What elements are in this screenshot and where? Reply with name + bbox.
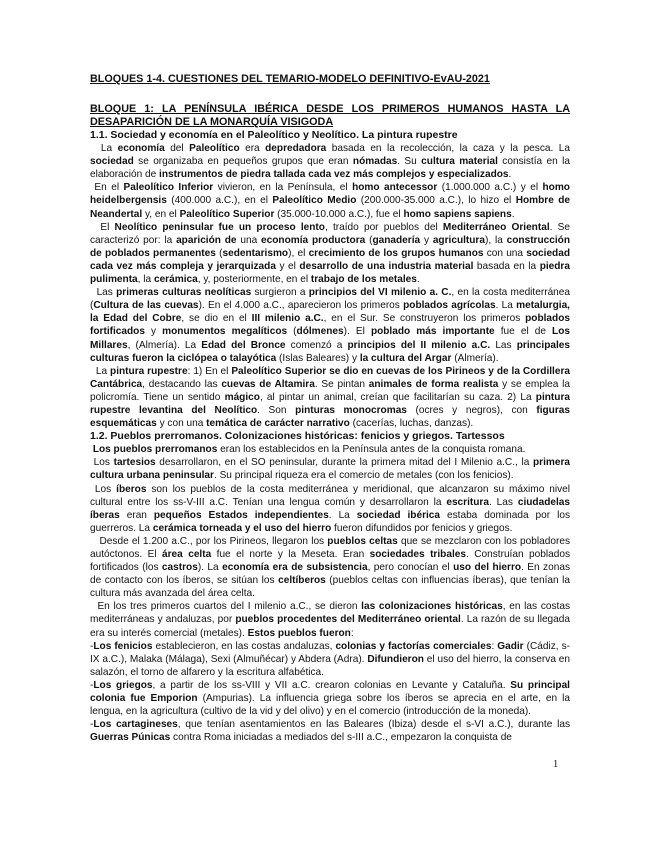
bold-text: Los Millares [90, 326, 570, 351]
text-run: , que tenían asentamientos en las Baleares (Ibiza) desde el s-VI a.C.), durante las [177, 719, 570, 731]
text-run: y, en el [142, 208, 180, 220]
bold-text: cultura material [421, 156, 498, 168]
bold-text: pueblos celtas [327, 535, 398, 547]
block-title: BLOQUE 1: LA PENÍNSULA IBÉRICA DESDE LOS PRIMEROS HUMANOS HASTA LA DESAPARICIÓN DE LA MONARQUÍA VISIGODA [90, 103, 570, 128]
text-run: , en la costa mediterránea ( [90, 287, 571, 312]
bold-text: celtíberos [278, 575, 326, 587]
text-run: , (Almería). La [127, 339, 202, 351]
bold-text: cerámica torneada y el uso del hierro [152, 522, 332, 534]
text-run: son los pueblos de la costa mediterránea y meridional, que alcanzaron su máximo nivel cultural entre los ss-V-III a.C. Tenían una lengua común y desarrollaron la [90, 483, 571, 508]
text-run: el uso del hierro, la conserva en salazón, el torno de alfarero y la escritura alfabética. [90, 653, 570, 678]
bold-text: poblado más importante [370, 326, 495, 338]
bold-text: principios del VI milenio a. C. [308, 287, 452, 299]
paragraph [90, 443, 570, 456]
text-run: . Las [488, 496, 518, 508]
text-run: ), el [288, 247, 309, 259]
text-run: Las [90, 287, 117, 299]
text-run: , destacando las [142, 378, 222, 390]
bold-text: 1.1. Sociedad y economía en el Paleolítico y Neolítico. La pintura rupestre [90, 129, 458, 141]
bold-text: 1.2. Pueblos prerromanos. Colonizaciones históricas: fenicios y griegos. Tartessos [90, 430, 505, 443]
text-run: era [239, 143, 266, 155]
bold-text: pintura rupestre levantina del Neolítico [90, 391, 570, 416]
text-run: (1.000.000 a.C.) y el [437, 182, 543, 194]
text-run: . Se pintan [314, 378, 369, 390]
bold-text: agricultura [432, 234, 485, 246]
bold-text: sociedad ibérica [356, 509, 441, 521]
bold-text: trabajo de los metales [310, 274, 417, 286]
text-run: ( [365, 234, 373, 246]
bold-text: primeras culturas neolíticas [116, 287, 252, 299]
text-run: consistía en la elaboración de [90, 156, 570, 181]
text-run: , se dio en el [181, 313, 252, 325]
text-run: - [90, 719, 94, 731]
text-run: ). En el 4.000 a.C., aparecieron los primeros [198, 300, 404, 312]
bold-text: economía [117, 143, 165, 155]
bold-text: sociedad [90, 156, 134, 168]
bold-text: tartesios [113, 457, 156, 469]
bold-text: Estos pueblos fueron [247, 627, 351, 639]
bold-text: figuras esquemáticas [90, 404, 570, 430]
text-run: y [144, 326, 163, 338]
bold-text: Los fenicios [93, 640, 153, 652]
text-run: que se mezclaron con los pobladores autóctonos. El [90, 535, 571, 560]
text-run: (35.000-10.000 a.C.), fue el [274, 208, 404, 220]
bold-text: sedentarismo [222, 247, 289, 259]
text-run: (400.000 a.C.), en el [166, 195, 273, 207]
text-run: ( [215, 247, 223, 259]
text-run: : [350, 627, 354, 639]
paragraph [90, 679, 570, 718]
text-run: y el [275, 260, 300, 272]
text-run: y con una [156, 418, 207, 430]
bold-text: desarrollo de una industria material [299, 260, 474, 272]
bold-text: monumentos megalíticos [162, 326, 288, 338]
text-run: : 1) En el [187, 365, 232, 377]
text-run: se organizaba en pequeños grupos que eran [133, 156, 353, 168]
bold-text: Hombre de Neandertal [90, 195, 570, 220]
paragraph [90, 365, 570, 430]
text-run: (200.000-35.000 a.C.), lo hizo el [356, 195, 516, 207]
bold-text: sociedad cada vez más compleja y jerarquizada [90, 247, 571, 272]
bold-text: colonias y factorías comerciales [335, 640, 492, 652]
section-heading [90, 129, 570, 142]
bold-text: castros [161, 562, 198, 574]
text-run: Desde el 1.200 a.C., por los Pirineos, llegaron los [90, 535, 328, 547]
bold-text: depredadora [265, 143, 327, 155]
paragraph [90, 142, 570, 181]
text-run: . Su [397, 156, 422, 168]
text-run: . [511, 208, 515, 220]
bold-text: Los griegos [93, 679, 153, 691]
bold-text: pueblos procedentes del Mediterráneo oriental [235, 614, 461, 626]
text-run: vivieron, en la Península, el [213, 182, 353, 194]
bold-text: metalurgia, la Edad del Cobre [90, 300, 570, 325]
text-run: del [164, 143, 190, 155]
text-run: , traído por pueblos del [324, 221, 443, 233]
bold-text: animales de forma realista [368, 378, 499, 390]
bold-text: Los pueblos prerromanos [92, 444, 218, 456]
bold-text: homo heidelbergensis [90, 182, 570, 207]
text-run: . Su principal riqueza era el comercio de metales (con los fenicios). [213, 470, 514, 482]
text-run: comenzó a [285, 339, 348, 351]
text-run: contra Roma iniciadas a mediados del s-III a.C., empezaron la conquista de [170, 732, 512, 744]
bold-text: principios del II milenio a.C. [347, 339, 491, 351]
paragraph [90, 456, 570, 482]
text-run: basada en la recolección, la caza y la pesca. La [326, 143, 570, 155]
text-run: eran [119, 509, 154, 521]
text-run: una [236, 234, 262, 246]
bold-text: Paleolítico Superior se dio en cuevas de los Pirineos y de la Cordillera Cantábrica [90, 365, 571, 390]
text-run: fue el de [494, 326, 553, 338]
text-run: , en las costas mediterráneas y andaluzas, por [90, 601, 570, 626]
bold-text: Mediterráneo Oriental [442, 221, 550, 233]
bold-text: crecimiento de los grupos humanos [308, 247, 484, 259]
text-run: Los [90, 483, 117, 495]
text-run: . La razón de su llegada era su interés comercial (metales). [90, 614, 571, 639]
text-run: - [90, 640, 94, 652]
bold-text: dólmenes [296, 326, 344, 338]
text-run: (cacerías, luchas, danzas). [349, 418, 474, 430]
bold-text: Paleolítico Inferior [123, 182, 214, 194]
document-title: BLOQUES 1-4. CUESTIONES DEL TEMARIO-MODELO DEFINITIVO-EvAU-2021 [90, 73, 490, 85]
text-run: En los tres primeros cuartos del I milenio a.C., se dieron [90, 601, 362, 613]
document-body [90, 129, 570, 744]
text-run: surgieron a [251, 287, 309, 299]
text-run: (Islas Baleares) y [276, 352, 360, 364]
text-run: . Son [257, 404, 296, 416]
bold-text: cuevas de Altamira [221, 378, 315, 390]
bold-text: pequeños Estados independientes [153, 509, 329, 521]
bold-text: las colonizaciones históricas [361, 601, 503, 613]
bold-text: área celta [162, 549, 212, 560]
text-run: . La [328, 509, 357, 521]
paragraph [90, 221, 570, 286]
bold-text: Paleolítico Superior [179, 208, 275, 220]
bold-text: primera cultura urbana peninsular [90, 457, 570, 482]
bold-text: pintura rupestre [110, 365, 188, 377]
text-run: y se emplea la policromía. Tiene un sentido [90, 378, 571, 403]
bold-text: temática de carácter narrativo [206, 418, 350, 430]
text-run: (Almería). [451, 352, 499, 364]
text-run: (ocres y negros), con [406, 404, 537, 416]
bold-text: íberos [116, 483, 147, 495]
text-run: , y, posteriormente, en el [197, 274, 311, 286]
text-run: . Construían poblados fortificados (los [90, 549, 570, 574]
bold-text: Cultura de las cuevas [93, 300, 199, 312]
bold-text: poblados fortificados [90, 313, 570, 338]
bold-text: Gadir [497, 640, 524, 652]
bold-text: Edad del Bronce [201, 339, 286, 351]
text-run: basada en la [473, 260, 540, 272]
paragraph [90, 600, 570, 639]
text-run: fueron difundidos por fenicios y griegos. [331, 522, 513, 534]
bold-text: Los cartagineses [93, 719, 178, 731]
bold-text: Difundieron [367, 653, 424, 665]
text-run: ). El [343, 326, 371, 338]
paragraph [90, 286, 570, 365]
bold-text: nómadas [352, 156, 398, 168]
paragraph [90, 535, 570, 600]
text-run: ), la [484, 234, 507, 246]
text-run: , a partir de los ss-VIII y VII a.C. crearon colonias en Levante y Cataluña. [152, 679, 511, 691]
bold-text: sociedades tribales [369, 549, 466, 560]
bold-text: pinturas monocromas [295, 404, 407, 416]
bold-text: poblados agrícolas [403, 300, 496, 312]
paragraph [90, 640, 570, 679]
text-run: La [90, 143, 118, 155]
text-run: , en el Sur. Se construyeron los primeros [323, 313, 526, 325]
text-run: estaba dominada por los guerreros. La [90, 509, 571, 534]
text-run: Las [490, 339, 517, 351]
bold-text: piedra pulimenta [90, 260, 570, 286]
text-run: . [508, 169, 512, 181]
paragraph [90, 181, 570, 220]
bold-text: economía era de subsistencia [222, 562, 368, 574]
bold-text: III milenio a.C. [251, 313, 324, 325]
bold-text: cerámica [153, 274, 198, 286]
text-run: : [491, 640, 498, 652]
text-run: . En zonas de contacto con los íberos, se sitúan los [90, 562, 570, 587]
text-run: En el [90, 182, 124, 194]
bold-text: Paleolítico Medio [272, 195, 357, 207]
bold-text: escritura [446, 496, 489, 508]
bold-text: Paleolítico [189, 143, 240, 155]
text-run: ). La [197, 562, 223, 574]
bold-text: principales culturas fueron la ciclópea o talayótica [90, 339, 571, 364]
bold-text: la cultura del Argar [359, 352, 452, 364]
text-run: . [416, 274, 420, 286]
text-run: con una [483, 247, 527, 259]
bold-text: economía productora [261, 234, 366, 246]
text-run: Los [90, 457, 114, 469]
bold-text: construcción de poblados permanentes [90, 234, 571, 259]
text-run: El [90, 221, 115, 233]
bold-text: aparición de [176, 234, 237, 246]
text-run: (pueblos celtas con influencias íberas), que tenían la cultura más avanzada del área celta. [90, 575, 570, 600]
text-run: , pero conocían el [367, 562, 454, 574]
text-run: desarrollaron, en el SO peninsular, durante la primera mitad del I Milenio a.C., la [155, 457, 533, 469]
bold-text: Neolítico peninsular fue un proceso lento [114, 221, 325, 233]
text-run: . La [495, 300, 517, 312]
bold-text: Su principal colonia fue Emporion [90, 679, 570, 705]
bold-text: homo antecessor [352, 182, 438, 194]
text-run: . Se caracterizó por: la [90, 221, 570, 246]
text-run: (Cádiz, s-IX a.C.), Malaka (Málaga), Sexi (Almuñécar) y Abdera (Adra). [90, 640, 571, 665]
text-run: y [420, 234, 433, 246]
text-run: , al pintar un animal, creían que facilitarían su caza. 2) La [259, 391, 536, 403]
bold-text: homo sapiens sapiens [403, 208, 512, 220]
text-run: (Ampurias). La influencia griega sobre los íberos se aprecia en el arte, en la lengua, en la agricultura (cultivo de la vid y del olivo) y en el comercio (introducción de la moneda). [90, 693, 570, 718]
text-run: - [90, 679, 94, 691]
paragraph [90, 483, 570, 535]
text-run: fue el norte y la Meseta. Eran [211, 549, 370, 560]
bold-text: ciudadelas íberas [90, 496, 571, 521]
text-run: , la [137, 274, 154, 286]
text-run: ( [287, 326, 297, 338]
bold-text: mágico [224, 391, 260, 403]
bold-text: instrumentos de piedra tallada cada vez más complejos y especializados [159, 169, 509, 181]
page-number: 1 [553, 759, 559, 770]
bold-text: Guerras Púnicas [90, 732, 171, 744]
bold-text: ganadería [372, 234, 421, 246]
text-run: establecieron, en las costas andaluzas, [152, 640, 336, 652]
section-heading [90, 430, 570, 443]
bold-text: uso del hierro [453, 562, 522, 574]
text-run: eran los establecidos en la Península antes de la conquista romana. [217, 444, 526, 456]
paragraph [90, 718, 570, 744]
text-run: La [90, 365, 111, 377]
